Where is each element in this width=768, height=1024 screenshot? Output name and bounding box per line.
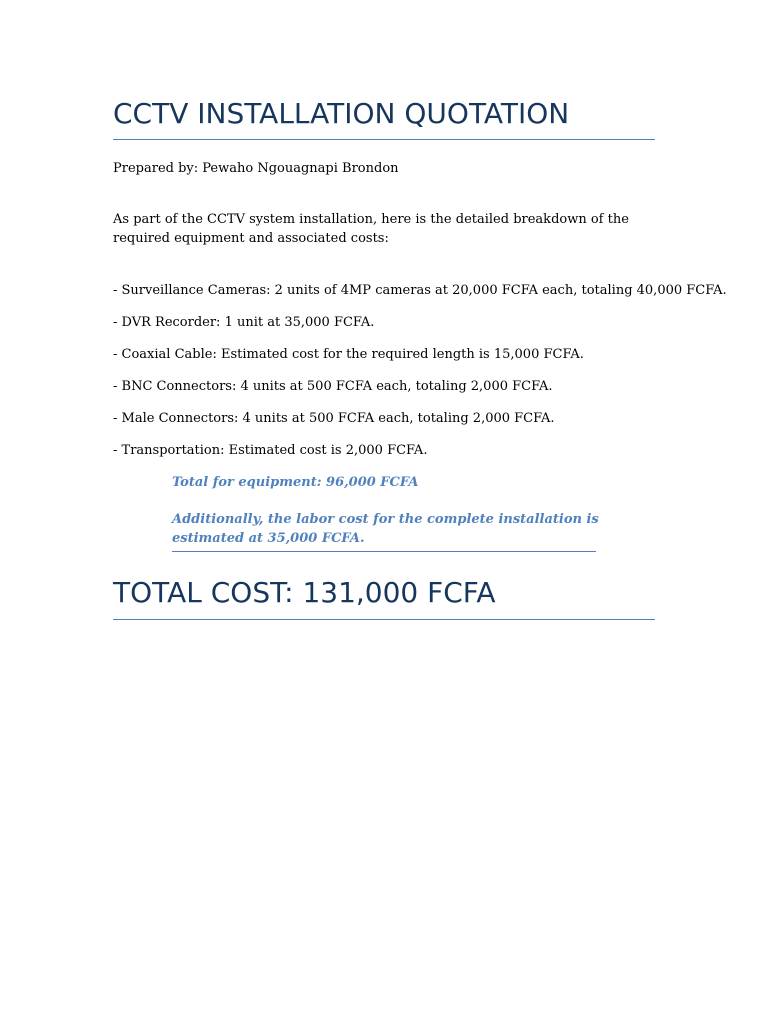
labor-cost-note: Additionally, the labor cost for the complete installation is estimated at 35,000 FCFA. [172,512,599,546]
list-item-dvr: - DVR Recorder: 1 unit at 35,000 FCFA. [113,315,375,330]
list-item-transportation: - Transportation: Estimated cost is 2,000 FCFA. [113,443,428,458]
intro-paragraph: As part of the CCTV system installation, here is the detailed breakdown of the required equipment and associated costs: [113,212,629,246]
labor-divider [172,551,596,552]
document-title: CCTV INSTALLATION QUOTATION [113,97,570,130]
prepared-by: Prepared by: Pewaho Ngouagnapi Brondon [113,161,399,176]
title-divider [113,139,655,140]
total-divider [113,619,655,620]
list-item-bnc-connectors: - BNC Connectors: 4 units at 500 FCFA each, totaling 2,000 FCFA. [113,379,553,394]
grand-total: TOTAL COST: 131,000 FCFA [113,576,496,609]
list-item-male-connectors: - Male Connectors: 4 units at 500 FCFA each, totaling 2,000 FCFA. [113,411,555,426]
list-item-cameras: - Surveillance Cameras: 2 units of 4MP cameras at 20,000 FCFA each, totaling 40,000 FCFA. [113,283,727,298]
equipment-total: Total for equipment: 96,000 FCFA [172,475,419,490]
list-item-coaxial-cable: - Coaxial Cable: Estimated cost for the required length is 15,000 FCFA. [113,347,584,362]
equipment-list [113,281,727,473]
